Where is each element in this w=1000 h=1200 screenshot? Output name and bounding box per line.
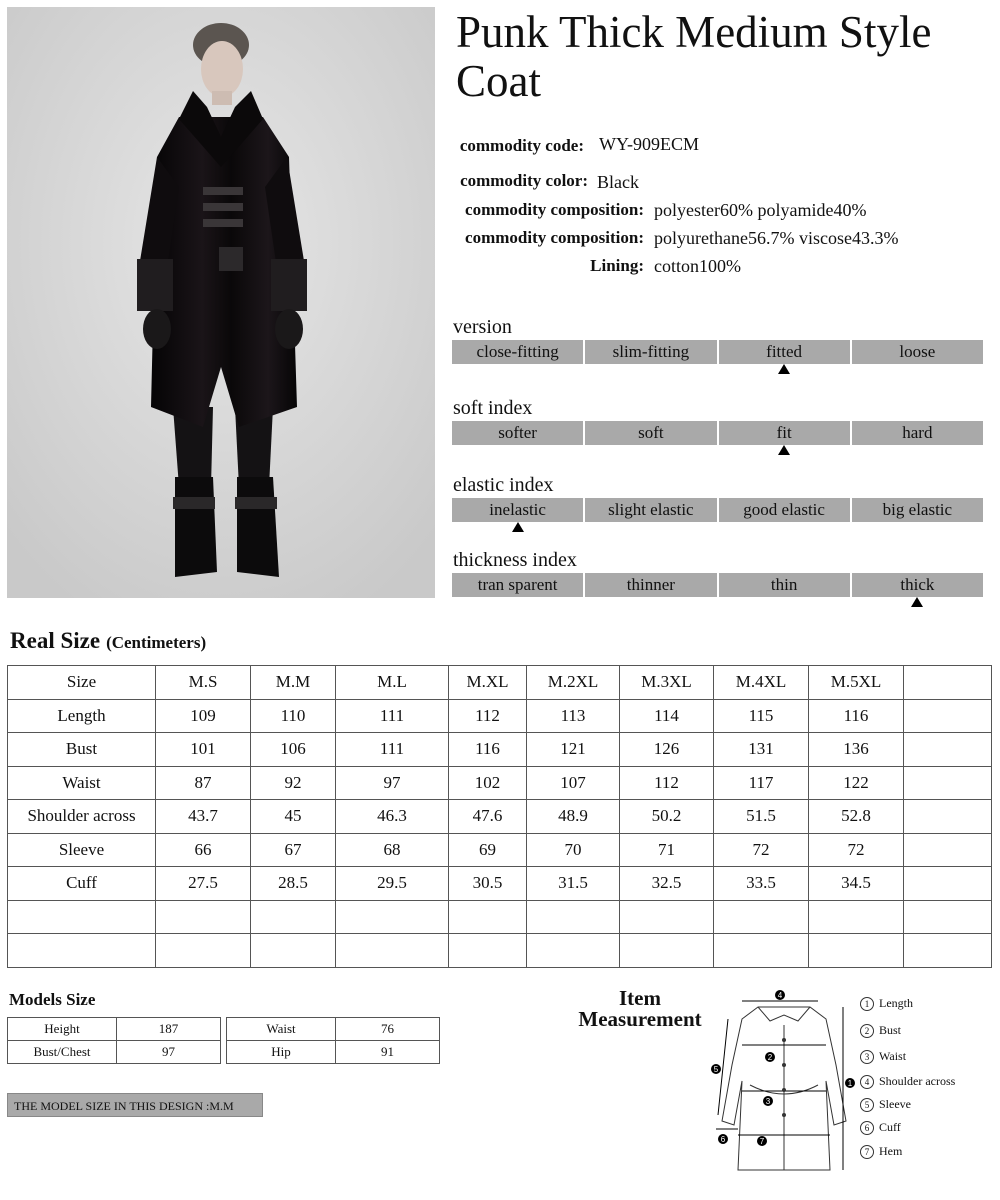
spec-key-code: commodity code: (459, 136, 584, 155)
size-cell: 27.5 (156, 867, 251, 901)
version-option: slim-fitting (585, 340, 716, 364)
size-cell: 32.5 (620, 867, 714, 901)
table-row (8, 867, 992, 901)
product-photo (7, 7, 435, 598)
size-row-label: Length (8, 699, 156, 733)
model-measure-value: 76 (336, 1018, 440, 1041)
size-row-label: Shoulder across (8, 800, 156, 834)
legend-label: Sleeve (879, 1097, 911, 1111)
legend-item-length (860, 996, 913, 1011)
elastic-index-bar (452, 498, 983, 522)
legend-label: Length (879, 996, 913, 1010)
size-cell: 92 (251, 766, 336, 800)
legend-number: 2 (860, 1024, 874, 1038)
size-cell: M.4XL (714, 666, 809, 700)
spec-key-composition-1: commodity composition: (465, 200, 644, 219)
size-row-label: Cuff (8, 867, 156, 901)
legend-number: 4 (860, 1075, 874, 1089)
table-row (227, 1041, 440, 1064)
soft-index-bar (452, 421, 983, 445)
size-row-label: Waist (8, 766, 156, 800)
size-cell: M.3XL (620, 666, 714, 700)
size-cell: 28.5 (251, 867, 336, 901)
version-option: close-fitting (452, 340, 583, 364)
legend-label: Waist (879, 1049, 907, 1063)
size-cell: 97 (336, 766, 449, 800)
size-cell (809, 934, 904, 968)
size-cell (336, 934, 449, 968)
table-row (8, 733, 992, 767)
size-row-label (8, 900, 156, 934)
size-cell: M.XL (449, 666, 527, 700)
size-cell: 45 (251, 800, 336, 834)
table-row (8, 800, 992, 834)
model-measure-label: Hip (227, 1041, 336, 1064)
size-cell: 107 (527, 766, 620, 800)
item-measurement-title-line2: Measurement (578, 1007, 702, 1031)
soft-index-option: soft (585, 421, 716, 445)
version-bar (452, 340, 983, 364)
thickness-index-option: thinner (585, 573, 716, 597)
size-cell (904, 833, 992, 867)
version-option: loose (852, 340, 983, 364)
size-cell: 122 (809, 766, 904, 800)
size-cell: 114 (620, 699, 714, 733)
size-cell (904, 733, 992, 767)
size-cell: M.S (156, 666, 251, 700)
size-cell: 47.6 (449, 800, 527, 834)
size-cell: 121 (527, 733, 620, 767)
model-size-note: THE MODEL SIZE IN THIS DESIGN :M.M (7, 1093, 263, 1117)
size-cell (620, 934, 714, 968)
spec-value-color: Black (597, 172, 639, 192)
table-row (8, 1018, 221, 1041)
version-label: version (453, 316, 512, 338)
spec-value-code: WY-909ECM (599, 134, 699, 154)
size-cell: 31.5 (527, 867, 620, 901)
size-row-label: Sleeve (8, 833, 156, 867)
model-wearing-coat-image (7, 7, 435, 598)
legend-item-hem (860, 1144, 902, 1159)
size-cell (527, 900, 620, 934)
thickness-index-option: thick (852, 573, 983, 597)
soft-index-label: soft index (453, 397, 533, 419)
legend-item-bust (860, 1023, 901, 1038)
size-cell: 112 (449, 699, 527, 733)
legend-number: 1 (860, 997, 874, 1011)
size-cell (904, 900, 992, 934)
size-cell: 66 (156, 833, 251, 867)
version-selected-marker (778, 364, 790, 374)
size-cell (714, 934, 809, 968)
models-size-table-right (226, 1017, 440, 1064)
size-cell: 111 (336, 699, 449, 733)
size-header-row (8, 666, 992, 700)
size-cell: 52.8 (809, 800, 904, 834)
size-cell: 101 (156, 733, 251, 767)
legend-item-sleeve (860, 1097, 911, 1112)
soft-index-selected-marker (778, 445, 790, 455)
item-measurement-title (560, 988, 720, 1030)
size-cell: 116 (449, 733, 527, 767)
elastic-index-label: elastic index (453, 474, 554, 496)
diagram-label-5: 5 (713, 1065, 719, 1074)
diagram-label-4: 4 (777, 991, 783, 1000)
models-size-title: Models Size (9, 990, 96, 1009)
size-cell (449, 900, 527, 934)
legend-label: Shoulder across (879, 1074, 956, 1088)
size-cell (904, 800, 992, 834)
version-option: fitted (719, 340, 850, 364)
size-cell: 131 (714, 733, 809, 767)
size-cell: 34.5 (809, 867, 904, 901)
model-measure-label: Height (8, 1018, 117, 1041)
elastic-index-option: inelastic (452, 498, 583, 522)
table-row (8, 833, 992, 867)
size-cell: 112 (620, 766, 714, 800)
size-cell: 43.7 (156, 800, 251, 834)
thickness-index-option: tran sparent (452, 573, 583, 597)
size-cell (904, 699, 992, 733)
table-row (8, 900, 992, 934)
size-cell: 116 (809, 699, 904, 733)
size-cell: 72 (809, 833, 904, 867)
table-row (8, 699, 992, 733)
size-cell (620, 900, 714, 934)
size-cell (904, 666, 992, 700)
real-size-title: Real Size (10, 628, 101, 653)
legend-label: Cuff (879, 1120, 901, 1134)
size-cell: 50.2 (620, 800, 714, 834)
table-row (8, 934, 992, 968)
model-measure-label: Waist (227, 1018, 336, 1041)
diagram-label-6: 6 (720, 1135, 726, 1144)
size-cell (809, 900, 904, 934)
elastic-index-option: slight elastic (585, 498, 716, 522)
size-cell (527, 934, 620, 968)
table-row (227, 1018, 440, 1041)
legend-item-waist (860, 1049, 906, 1064)
models-size-table-left (7, 1017, 221, 1064)
legend-item-cuff (860, 1120, 901, 1135)
model-measure-value: 91 (336, 1041, 440, 1064)
size-cell: 46.3 (336, 800, 449, 834)
size-cell: 109 (156, 699, 251, 733)
table-row (8, 1041, 221, 1064)
real-size-heading (10, 628, 206, 654)
size-cell: 71 (620, 833, 714, 867)
thickness-index-option: thin (719, 573, 850, 597)
size-row-label (8, 934, 156, 968)
legend-number: 3 (860, 1050, 874, 1064)
size-cell: 87 (156, 766, 251, 800)
size-row-label: Size (8, 666, 156, 700)
spec-value-lining: cotton100% (654, 256, 741, 276)
size-cell (449, 934, 527, 968)
legend-number: 6 (860, 1121, 874, 1135)
size-cell (904, 766, 992, 800)
size-cell (156, 934, 251, 968)
thickness-index-label: thickness index (453, 549, 577, 571)
size-table (7, 665, 992, 968)
thickness-index-bar (452, 573, 983, 597)
size-cell: 136 (809, 733, 904, 767)
size-cell: M.L (336, 666, 449, 700)
size-cell (251, 934, 336, 968)
soft-index-option: fit (719, 421, 850, 445)
legend-label: Bust (879, 1023, 902, 1037)
elastic-index-option: good elastic (719, 498, 850, 522)
spec-key-color: commodity color: (460, 171, 588, 190)
spec-value-composition-1: polyester60% polyamide40% (654, 200, 867, 220)
size-cell: 72 (714, 833, 809, 867)
diagram-label-3: 3 (765, 1097, 771, 1106)
size-cell (336, 900, 449, 934)
item-measurement-title-line1: Item (619, 986, 661, 1010)
real-size-unit: (Centimeters) (106, 633, 207, 652)
diagram-label-7: 7 (759, 1137, 765, 1146)
size-cell: 30.5 (449, 867, 527, 901)
size-cell: 48.9 (527, 800, 620, 834)
elastic-index-option: big elastic (852, 498, 983, 522)
size-cell: M.2XL (527, 666, 620, 700)
model-measure-value: 97 (117, 1041, 221, 1064)
size-cell (904, 867, 992, 901)
size-cell: 68 (336, 833, 449, 867)
diagram-label-2: 2 (767, 1053, 773, 1062)
size-cell: 115 (714, 699, 809, 733)
legend-label: Hem (879, 1144, 903, 1158)
size-cell: 106 (251, 733, 336, 767)
size-cell: 70 (527, 833, 620, 867)
elastic-index-selected-marker (512, 522, 524, 532)
model-measure-label: Bust/Chest (8, 1041, 117, 1064)
coat-measurement-diagram (700, 985, 860, 1180)
size-cell: M.M (251, 666, 336, 700)
size-cell: 29.5 (336, 867, 449, 901)
size-cell: 51.5 (714, 800, 809, 834)
size-cell: 111 (336, 733, 449, 767)
table-row (8, 766, 992, 800)
spec-key-composition-2: commodity composition: (465, 228, 644, 247)
size-cell: 110 (251, 699, 336, 733)
diagram-label-1: 1 (847, 1079, 853, 1088)
size-cell: 117 (714, 766, 809, 800)
size-cell (714, 900, 809, 934)
model-measure-value: 187 (117, 1018, 221, 1041)
size-cell (904, 934, 992, 968)
product-title: Punk Thick Medium Style Coat (456, 7, 932, 106)
thickness-index-selected-marker (911, 597, 923, 607)
soft-index-option: hard (852, 421, 983, 445)
legend-number: 7 (860, 1145, 874, 1159)
spec-value-composition-2: polyurethane56.7% viscose43.3% (654, 228, 899, 248)
size-cell: 113 (527, 699, 620, 733)
size-cell (156, 900, 251, 934)
size-cell: M.5XL (809, 666, 904, 700)
legend-number: 5 (860, 1098, 874, 1112)
soft-index-option: softer (452, 421, 583, 445)
legend-item-shoulder (860, 1074, 955, 1089)
size-cell (251, 900, 336, 934)
spec-key-lining: Lining: (590, 256, 644, 275)
size-cell: 67 (251, 833, 336, 867)
size-cell: 126 (620, 733, 714, 767)
size-cell: 69 (449, 833, 527, 867)
size-row-label: Bust (8, 733, 156, 767)
size-cell: 102 (449, 766, 527, 800)
size-cell: 33.5 (714, 867, 809, 901)
